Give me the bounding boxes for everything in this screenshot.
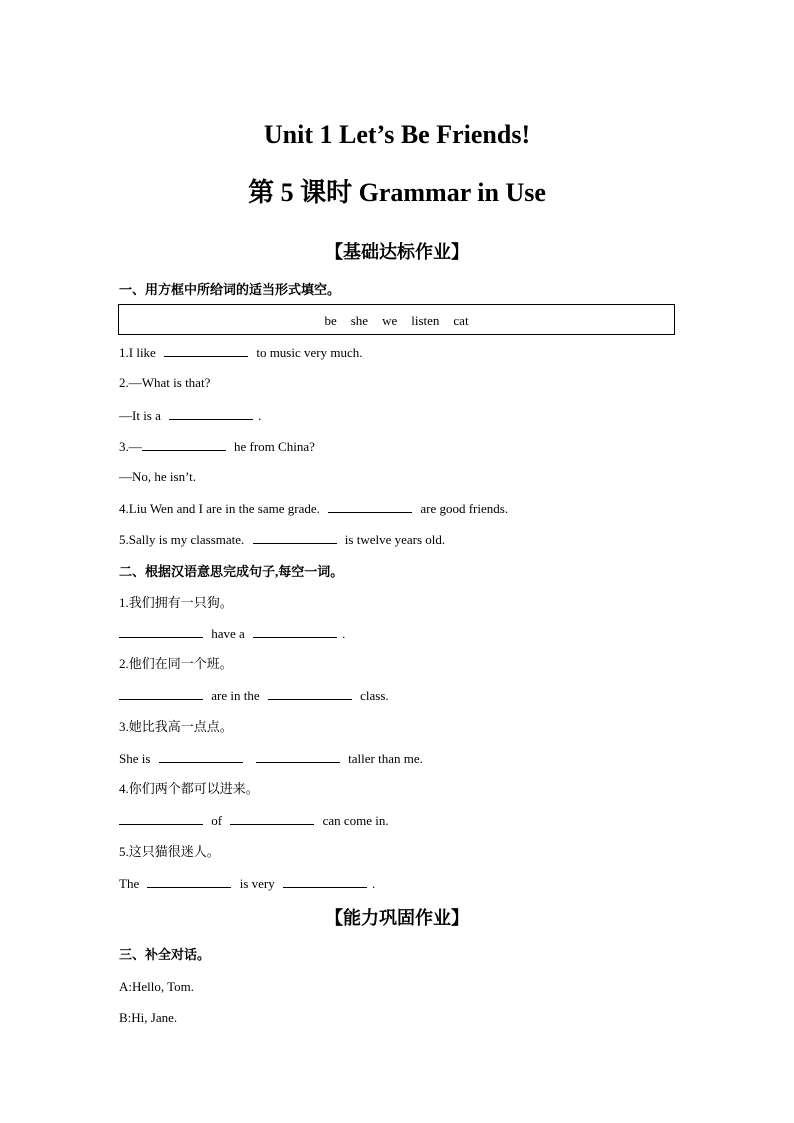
question-text: She is	[119, 751, 151, 766]
part1-question-2a: 2.—What is that?	[119, 375, 211, 390]
answer-blank[interactable]	[119, 625, 203, 638]
question-text: 3.—	[119, 439, 142, 454]
question-text: 5.Sally is my classmate.	[119, 532, 245, 547]
question-text: class.	[360, 688, 389, 703]
answer-blank[interactable]	[159, 750, 243, 763]
part2-question-4-chinese: 4.你们两个都可以进来。	[119, 781, 259, 796]
dialogue-line-a: A:Hello, Tom.	[119, 979, 195, 994]
question-text: —It is a	[119, 408, 161, 423]
question-text: have a	[211, 626, 245, 641]
section-consolidation-heading: 【能力巩固作业】	[325, 908, 469, 928]
part2-heading: 二、根据汉语意思完成句子,每空一词。	[119, 564, 344, 579]
part2-question-2-english	[119, 687, 389, 704]
question-text: of	[211, 813, 223, 828]
question-text: .	[342, 626, 346, 641]
word-box	[118, 304, 675, 335]
part1-heading: 一、用方框中所给词的适当形式填空。	[119, 282, 341, 297]
part2-question-1-chinese: 1.我们拥有一只狗。	[119, 595, 233, 610]
answer-blank[interactable]	[169, 407, 253, 420]
part2-question-4-english	[119, 812, 389, 829]
answer-blank[interactable]	[230, 812, 314, 825]
word-box-item: be	[324, 313, 337, 328]
answer-blank[interactable]	[256, 750, 340, 763]
part1-question-2b	[119, 407, 261, 424]
part1-question-3b: —No, he isn’t.	[119, 469, 197, 484]
answer-blank[interactable]	[142, 438, 226, 451]
part2-question-5-english	[119, 875, 375, 892]
part1-question-4	[119, 500, 508, 517]
question-text: he from China?	[234, 439, 315, 454]
question-text: 1.I like	[119, 345, 156, 360]
question-text: The	[119, 876, 140, 891]
word-box-item: listen	[411, 313, 440, 328]
part2-question-5-chinese: 5.这只猫很迷人。	[119, 844, 220, 859]
question-text: are good friends.	[420, 501, 509, 516]
question-text: is twelve years old.	[344, 532, 446, 547]
question-text: to music very much.	[256, 345, 363, 360]
answer-blank[interactable]	[268, 687, 352, 700]
answer-blank[interactable]	[119, 812, 203, 825]
part2-question-1-english	[119, 625, 345, 642]
question-text: can come in.	[322, 813, 389, 828]
word-box-item: cat	[453, 313, 469, 328]
part1-question-5	[119, 531, 445, 548]
answer-blank[interactable]	[147, 875, 231, 888]
dialogue-line-b: B:Hi, Jane.	[119, 1010, 178, 1025]
answer-blank[interactable]	[253, 531, 337, 544]
answer-blank[interactable]	[283, 875, 367, 888]
question-text: are in the	[211, 688, 260, 703]
part2-question-2-chinese: 2.他们在同一个班。	[119, 656, 233, 671]
question-text: 4.Liu Wen and I are in the same grade.	[119, 501, 320, 516]
word-box-item: we	[382, 313, 398, 328]
answer-blank[interactable]	[119, 687, 203, 700]
lesson-title: 第 5 课时 Grammar in Use	[248, 178, 546, 207]
word-box-item: she	[350, 313, 369, 328]
part3-heading: 三、补全对话。	[119, 947, 211, 962]
answer-blank[interactable]	[253, 625, 337, 638]
answer-blank[interactable]	[164, 344, 248, 357]
section-basic-heading: 【基础达标作业】	[325, 242, 469, 262]
part1-question-1	[119, 344, 362, 361]
answer-blank[interactable]	[328, 500, 412, 513]
question-text: .	[258, 408, 262, 423]
question-text: taller than me.	[348, 751, 423, 766]
part2-question-3-chinese: 3.她比我高一点点。	[119, 719, 233, 734]
part1-question-3a	[119, 438, 315, 455]
question-text: is very	[239, 876, 275, 891]
unit-title: Unit 1 Let’s Be Friends!	[263, 120, 531, 149]
question-text: .	[372, 876, 376, 891]
part2-question-3-english	[119, 750, 423, 767]
